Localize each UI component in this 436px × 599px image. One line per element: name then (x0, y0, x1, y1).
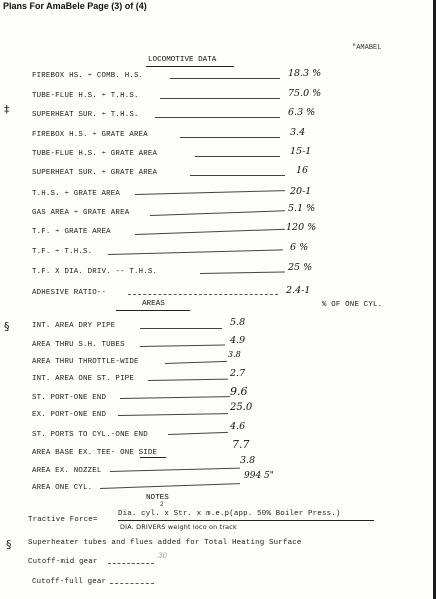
cutoff-mid-label: Cutoff-mid gear (28, 558, 98, 566)
tractive-formula: Dia. cyl. x Str. x m.e.p(app. 50% Boiler Press.) (118, 510, 341, 518)
area-row-label: AREA THRU S.H. TUBES (32, 341, 125, 349)
area-row-value: 4.6 (230, 421, 246, 432)
areas-title-underline (116, 310, 190, 311)
loco-row-value: 20-1 (290, 186, 312, 197)
areas-title: AREAS (142, 300, 165, 308)
area-row-value: 25.0 (230, 402, 253, 413)
loco-row-value: 5.1 % (288, 203, 316, 214)
loco-row-value: 75.0 % (288, 88, 322, 99)
loco-row-label: T.F. ÷ GRATE AREA (32, 228, 111, 236)
area-row-label: EX. PORT-ONE END (32, 411, 107, 419)
loco-row-label: T.F. ÷ T.H.S. (32, 248, 93, 256)
loco-row-label: SUPERHEAT SUR. ÷ T.H.S. (32, 111, 139, 119)
fraction-bar (118, 520, 374, 521)
leader-stroke (140, 345, 225, 347)
area-row-label: AREA BASE EX. TEE- ONE SIDE (32, 449, 158, 457)
leader-stroke (180, 137, 280, 138)
leader-stroke (155, 117, 280, 118)
tractive-denominator: DIA. DRIVERS weight loco on track (120, 523, 237, 531)
leader-dashes (128, 294, 278, 296)
area-row-value: 4.9 (230, 335, 246, 346)
leader-stroke (100, 483, 240, 489)
leader-stroke (150, 210, 285, 216)
one-side-underline (140, 457, 166, 458)
loco-row-value: 6.3 % (288, 107, 316, 118)
tractive-superscript: 2 (160, 501, 164, 508)
loco-row-label: SUPERHEAT SUR. ÷ GRATE AREA (32, 169, 158, 177)
superheater-note: Superheater tubes and flues added for Total Heating Surface (28, 539, 302, 547)
loco-row-value: 3.4 (290, 127, 306, 138)
leader-stroke (148, 379, 228, 381)
leader-stroke (110, 468, 240, 472)
loco-row-value: 2.4-1 (286, 285, 311, 296)
area-row-label: INT. AREA DRY PIPE (32, 322, 116, 330)
loco-title: LOCOMOTIVE DATA (148, 56, 217, 64)
area-row-value: 7.7 (232, 438, 250, 451)
cutoff-full-label: Cutoff-full gear (32, 578, 107, 586)
loco-row-value: 16 (296, 165, 309, 176)
area-row-label: INT. AREA ONE ST. PIPE (32, 375, 134, 383)
area-row-value: 2.7 (230, 368, 246, 379)
leader-stroke (200, 272, 285, 274)
page-header: Plans For AmaBele Page (3) of (4) (3, 1, 147, 11)
margin-mark: ‡ (4, 103, 10, 116)
corner-note: "AMABEL (352, 44, 382, 52)
margin-mark: § (4, 320, 10, 333)
cutoff-mid-value: 30 (158, 552, 167, 560)
loco-row-value: 15-1 (290, 146, 312, 157)
loco-row-value: 6 % (290, 242, 309, 253)
areas-column-header: % OF ONE CYL. (322, 301, 383, 309)
notes-title: NOTES (146, 494, 169, 502)
area-row-value: 3.8 (240, 455, 256, 466)
leader-stroke (160, 98, 280, 99)
loco-row-value: 25 % (288, 262, 313, 273)
loco-row-label: GAS AREA ÷ GRATE AREA (32, 209, 130, 217)
area-row-label: ST. PORT-ONE END (32, 394, 107, 402)
leader-stroke (168, 432, 228, 435)
leader-stroke (135, 190, 285, 195)
loco-row-label: FIREBOX H.S. ÷ GRATE AREA (32, 131, 148, 139)
area-row-value: 994 5" (244, 471, 274, 481)
leader-stroke (195, 156, 280, 157)
loco-row-label: ADHESIVE RATIO-- (32, 289, 107, 297)
loco-row-label: T.F. X DIA. DRIV. -- T.H.S. (32, 268, 158, 276)
leader-stroke (170, 78, 280, 79)
loco-row-label: FIREBOX HS. ÷ COMB. H.S. (32, 72, 144, 80)
area-row-value: 9.6 (230, 385, 248, 398)
area-row-label: AREA ONE CYL. (32, 484, 93, 492)
margin-mark: § (6, 538, 12, 551)
area-row-label: AREA EX. NOZZEL (32, 467, 102, 475)
cutoff-mid-dashes (108, 563, 154, 565)
leader-stroke (108, 249, 283, 255)
loco-row-label: TUBE-FLUE H.S. ÷ T.H.S. (32, 92, 139, 100)
leader-stroke (165, 361, 227, 364)
tractive-label: Tractive Force= (28, 516, 98, 524)
loco-row-value: 120 % (286, 222, 317, 233)
loco-row-value: 18.3 % (288, 68, 322, 79)
loco-row-label: TUBE-FLUE H.S. ÷ GRATE AREA (32, 150, 158, 158)
area-row-value: 5.8 (230, 317, 246, 328)
area-row-label: AREA THRU THROTTLE-WIDE (32, 358, 139, 366)
leader-stroke (120, 396, 230, 399)
leader-stroke (140, 328, 222, 329)
leader-stroke (135, 229, 285, 235)
loco-title-underline (146, 66, 234, 67)
loco-row-label: T.H.S. ÷ GRATE AREA (32, 190, 121, 198)
leader-stroke (190, 175, 285, 176)
leader-stroke (118, 413, 228, 416)
cutoff-full-dashes (110, 583, 154, 585)
area-row-label: ST. PORTS TO CYL.-ONE END (32, 431, 148, 439)
area-row-value: 3.8 (228, 350, 241, 359)
